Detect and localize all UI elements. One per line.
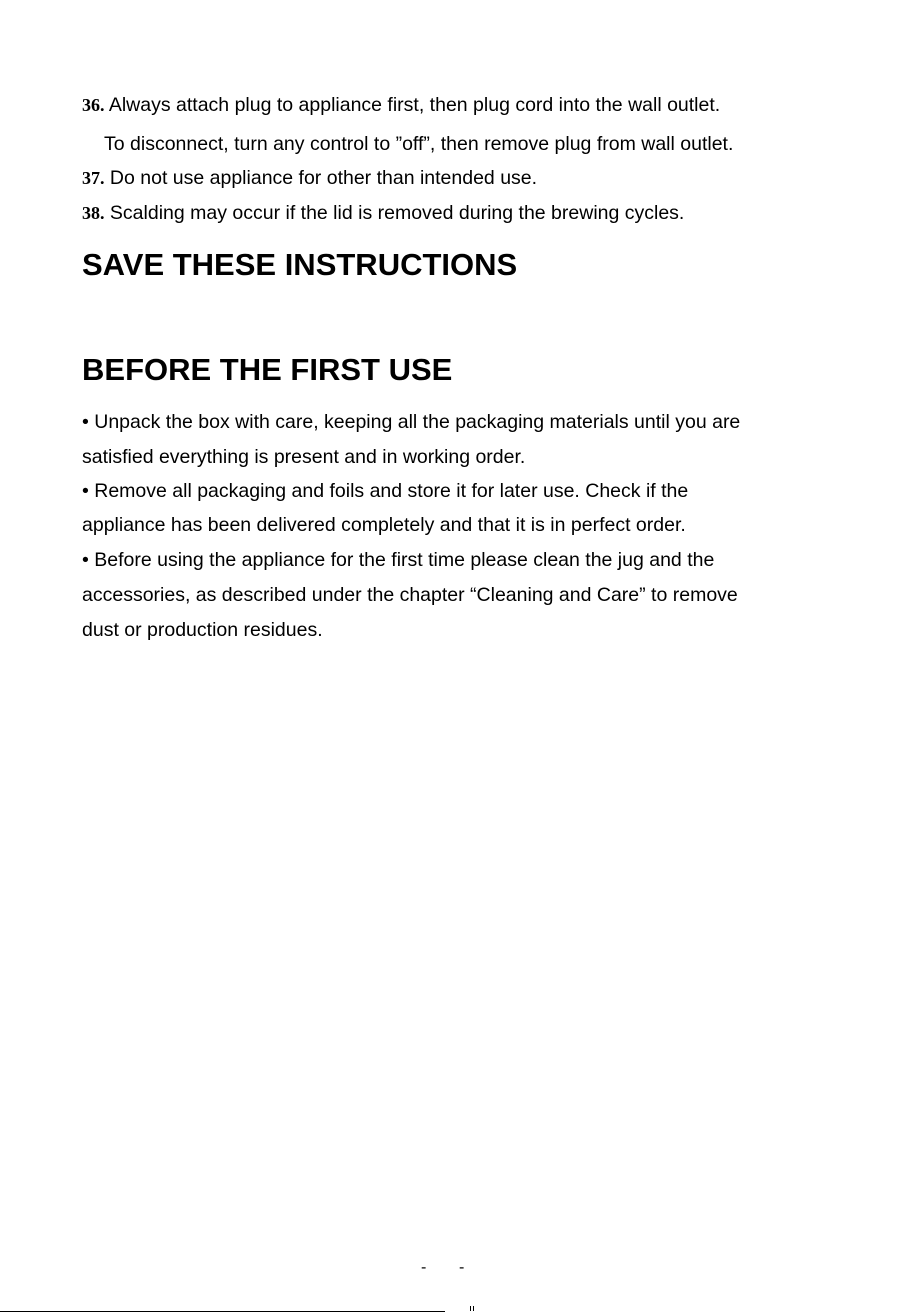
item-text: Scalding may occur if the lid is removed during the brewing cycles.: [104, 202, 685, 224]
safety-item-38: [82, 201, 684, 225]
page-number-right-dash: -: [459, 1259, 465, 1276]
first-use-line: appliance has been delivered completely and that it is in perfect order.: [82, 514, 686, 536]
first-use-line: • Before using the appliance for the first time please clean the jug and the: [82, 549, 715, 571]
footer-mark: [470, 1306, 474, 1311]
first-use-line: accessories, as described under the chapter “Cleaning and Care” to remove: [82, 584, 738, 606]
first-use-line: • Unpack the box with care, keeping all the packaging materials until you are: [82, 411, 741, 433]
first-use-line: dust or production residues.: [82, 619, 323, 641]
item-text: Do not use appliance for other than intended use.: [104, 167, 538, 189]
first-use-line: • Remove all packaging and foils and store it for later use. Check if the: [82, 480, 689, 502]
before-first-use-heading: BEFORE THE FIRST USE: [82, 352, 453, 387]
item-number: 37.: [82, 168, 105, 188]
footer-rule: [0, 1311, 445, 1312]
item-number: 38.: [82, 203, 105, 223]
safety-item-36: [82, 93, 720, 117]
save-instructions-heading: SAVE THESE INSTRUCTIONS: [82, 247, 518, 282]
item-number: 36.: [82, 95, 105, 115]
first-use-line: satisfied everything is present and in working order.: [82, 446, 526, 468]
safety-item-36-continuation: To disconnect, turn any control to ”off”, then remove plug from wall outlet.: [104, 133, 734, 155]
safety-item-37: [82, 166, 537, 190]
item-text: Always attach plug to appliance first, then plug cord into the wall outlet.: [104, 94, 721, 116]
page-number-left-dash: -: [421, 1259, 427, 1276]
